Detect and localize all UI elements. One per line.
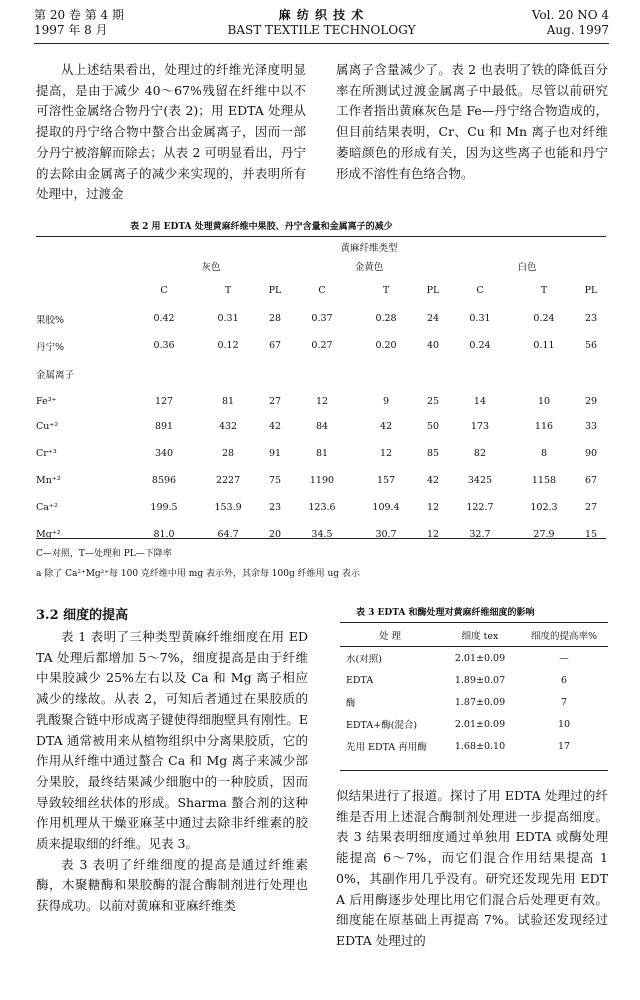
table-cell: 12: [426, 502, 440, 513]
table3-body: [340, 647, 608, 758]
table-cell: 42: [426, 475, 440, 486]
row-label: Ca⁺²: [36, 502, 58, 513]
table-cell: [576, 359, 606, 389]
row-label: 果胶%: [36, 314, 65, 326]
table-cell: 0.24: [469, 340, 491, 351]
table-cell: 81: [315, 448, 329, 459]
table-cell: 56: [584, 340, 598, 351]
journal-title: [34, 8, 609, 38]
table-row: [36, 389, 606, 413]
table-cell: 75: [268, 475, 282, 486]
table-cell: 40: [426, 340, 440, 351]
table-cell: 28: [268, 313, 282, 324]
table-cell: 173: [470, 421, 490, 432]
table-cell: 23: [268, 502, 282, 513]
row-label: Cu⁺²: [36, 421, 59, 432]
table-cell: 122.7: [466, 502, 494, 513]
paragraph: 似结果进行了报道。探讨了用 EDTA 处理过的纤维是否用上述混合酶制剂处理进一步提高细度。表 3 结果表明细度通过单独用 EDTA 或酶处理能提高 6～7%，而它们混合作用结果提高 10%，其副作用几乎没有。研究还发现先用 EDTA 后用酶逐步处理比用它们混合后处理更有效。细度能在原基础上再提高 7%。试验还发现经过 EDTA 处理过的: [336, 788, 608, 948]
table2-subcol: C: [160, 284, 168, 296]
paragraph: 从上述结果看出，处理过的纤维光泽度明显提高，是由于减少 40～67%残留在纤维中以不可溶性金属络合物丹宁(表 2)；用 EDTA 处理从提取的丹宁络合物中螯合出金属离子，因而一部分丹宁被溶解而除去；从表 2 可明显看出，丹宁的去除由金属离子的减少来实现的，并表明所有处理中，过渡金: [36, 62, 306, 202]
table-cell: 90: [584, 448, 598, 459]
table2-type-header: 白色: [517, 261, 537, 273]
row-label: Mn⁺²: [36, 475, 61, 486]
row-label: 金属离子: [36, 370, 75, 381]
table-cell: 109.4: [372, 502, 400, 513]
table-cell: 0.28: [375, 313, 397, 324]
table-cell: 1190: [309, 475, 335, 486]
row-label: Fe³⁺: [36, 395, 57, 407]
paragraph: 属离子含量减少了。表 2 也表明了铁的降低百分率在所测试过渡金属离子中最低。尽管以前研究工作者指出黄麻灰色是 Fe—丹宁络合物造成的，但目前结果表明，Cr、Cu 和 Mn 离子也对纤维萎暗颜色的形成有关，因为这些离子也能和丹宁形成不溶性有色络合物。: [336, 62, 608, 181]
table-cell: 28: [222, 448, 235, 459]
table-cell: 42: [268, 421, 282, 432]
paragraph: 表 1 表明了三种类型黄麻纤维细度在用 EDTA 处理后都增加 5～7%，细度提高是由于纤维中果胶减少 25%左右以及 Ca 和 Mg 离子相应减少的缘故。从表 2，可知后者通过在果胶质的乳酸聚合链中形成离子键使得细胞壁具有刚性。EDTA 通常被用来从植物组织中分离果胶质，它的作用从纤维中通过螯合 Ca 和 Mg 离子来减少部分果胶，最终结果减少细胞中的一种胶质，因而导致较细丝状体的形成。Sharma 螯合剂的这种作用机理从干燥亚麻茎中通过去除非纤维素的胶质来提取细的纤维。见表 3。: [36, 629, 308, 852]
table3-bottom-rule: [340, 770, 608, 771]
table-cell: 81: [222, 395, 235, 407]
table-cell: 25: [426, 395, 440, 407]
table-cell: 82: [473, 448, 486, 459]
table-row: [36, 494, 606, 521]
table-cell: [260, 359, 290, 389]
table-row: [340, 735, 608, 757]
table-cell: 0.11: [533, 340, 555, 351]
table-cell: 17: [557, 740, 571, 752]
table3-header: 处 理: [378, 631, 402, 642]
table-row: [340, 647, 608, 670]
issue-date: 1997 年 8 月: [34, 23, 108, 37]
table-cell: 81.0: [153, 529, 175, 540]
table-cell: 2.01±0.09: [454, 718, 506, 730]
issue-date-en: Aug. 1997: [546, 23, 609, 37]
table-cell: 0.36: [153, 340, 175, 351]
table-row: [340, 691, 608, 713]
table-row: [340, 669, 608, 691]
table-cell: 2227: [215, 475, 241, 486]
table-cell: 8596: [151, 475, 177, 486]
table-cell: 2.01±0.09: [454, 652, 506, 664]
table-cell: 12: [426, 529, 440, 540]
table2-group-header: 黄麻纤维类型: [340, 242, 398, 254]
journal-title-en: BAST TEXTILE TECHNOLOGY: [227, 23, 416, 37]
table-cell: [448, 359, 512, 389]
table-cell: 8: [540, 448, 547, 459]
table-cell: 15: [584, 529, 598, 540]
table-cell: 12: [379, 448, 393, 459]
table-cell: 0.27: [311, 340, 333, 351]
table-cell: 157: [376, 475, 396, 486]
table-cell: 84: [315, 421, 329, 432]
table-cell: 85: [426, 448, 440, 459]
table-cell: 10: [557, 718, 571, 730]
table-cell: 1.89±0.07: [454, 674, 506, 686]
table-cell: [290, 359, 354, 389]
bottom-right-column: [336, 786, 608, 952]
table-cell: 9: [382, 395, 390, 407]
table-cell: 6: [560, 674, 568, 686]
journal-issue-en: [532, 8, 609, 38]
table2-note-units: a 除了 Ca²⁺Mg²⁺每 100 克纤维中用 mg 表示外，其余每 100g 纤维用 ug 表示: [36, 569, 360, 579]
table3-header: 细度 tex: [461, 631, 499, 642]
table2-subcol: C: [318, 284, 326, 296]
table-cell: 7: [560, 696, 568, 708]
row-label: Cr⁺³: [36, 448, 57, 459]
table-row: [340, 713, 608, 735]
journal-title-cn: 麻 纺 织 技 术: [278, 8, 365, 22]
top-right-column: [336, 60, 608, 184]
table-cell: 32.7: [469, 529, 491, 540]
table-cell: 14: [473, 395, 486, 407]
table-row: [36, 440, 606, 467]
table-cell: 153.9: [214, 502, 242, 513]
table-row: [36, 467, 606, 494]
table-cell: 0.42: [153, 313, 175, 324]
table-cell: —: [559, 652, 569, 664]
running-header: [34, 6, 609, 40]
table-cell: [512, 359, 576, 389]
table-cell: 27.9: [533, 529, 555, 540]
table-cell: 102.3: [530, 502, 558, 513]
table-cell: 67: [584, 475, 598, 486]
table3: [340, 624, 608, 757]
table-row: [36, 413, 606, 440]
table-cell: 116: [534, 421, 554, 432]
table-cell: 340: [154, 448, 174, 459]
table-cell: 0.31: [217, 313, 239, 324]
table-cell: 酶: [346, 698, 356, 709]
table-row: [36, 521, 606, 548]
table-cell: 0.37: [311, 313, 333, 324]
header-rule: [34, 43, 609, 44]
table2-caption: 表 2 用 EDTA 处理黄麻纤维中果胶、丹宁含量和金属离子的减少: [130, 222, 393, 232]
table-row: [36, 332, 606, 359]
table-cell: 29: [584, 395, 598, 407]
table-cell: 891: [154, 421, 174, 432]
table2-type-header: 金黄色: [354, 261, 384, 273]
table-cell: 0.12: [217, 340, 239, 351]
table2-bottom-rule: [36, 538, 606, 539]
table-cell: 1158: [531, 475, 557, 486]
paragraph: 表 3 表明了纤维细度的提高是通过纤维素酶，木聚糖酶和果胶酶的混合酶制剂进行处理也获得成功。以前对黄麻和亚麻纤维类: [36, 856, 308, 914]
table-cell: 0.31: [469, 313, 491, 324]
table-row: [36, 359, 606, 389]
bottom-left-column: [36, 627, 308, 917]
table-cell: [354, 359, 418, 389]
table2-type-header: 灰色: [201, 261, 221, 273]
table-cell: 199.5: [150, 502, 178, 513]
table-cell: 0.20: [375, 340, 397, 351]
table-cell: 67: [268, 340, 282, 351]
table2: [36, 237, 606, 548]
table-cell: 64.7: [217, 529, 239, 540]
table-cell: 23: [584, 313, 598, 324]
table3-top-rule: [340, 622, 608, 623]
volume-issue-en: Vol. 20 NO 4: [531, 8, 609, 22]
row-label: Mg⁺²: [36, 529, 61, 540]
table-cell: 3425: [467, 475, 493, 486]
top-left-column: [36, 60, 306, 205]
table3-header: 细度的提高率%: [530, 631, 598, 642]
table2-subcol: T: [382, 284, 390, 296]
table-cell: 91: [268, 448, 282, 459]
table-row: [36, 305, 606, 332]
table-cell: 水(对照): [346, 654, 382, 665]
table2-subcol: PL: [426, 284, 440, 296]
table2-subcol: C: [476, 284, 484, 296]
table-cell: 10: [537, 395, 551, 407]
table-cell: 127: [154, 395, 174, 407]
table-cell: 432: [218, 421, 238, 432]
section-heading: 3.2 细度的提高: [36, 608, 129, 623]
table2-note-abbrev: C—对照，T—处理和 PL—下降率: [36, 549, 172, 559]
row-label: 丹宁%: [36, 341, 65, 353]
table-cell: 12: [315, 395, 329, 407]
table-cell: 0.24: [533, 313, 555, 324]
table-cell: 123.6: [308, 502, 336, 513]
table-cell: [132, 359, 196, 389]
volume-issue: 第 20 卷 第 4 期: [34, 8, 124, 22]
table2-subcol: T: [224, 284, 232, 296]
table-cell: 27: [584, 502, 598, 513]
table-cell: 33: [584, 421, 598, 432]
table-cell: 30.7: [375, 529, 397, 540]
table-cell: 1.87±0.09: [454, 696, 506, 708]
table-cell: [196, 359, 260, 389]
table-cell: [418, 359, 448, 389]
table2-subcol: T: [540, 284, 548, 296]
table-cell: 20: [268, 529, 282, 540]
table-cell: 42: [379, 421, 393, 432]
table2-body: [36, 305, 606, 548]
table-cell: 27: [268, 395, 282, 407]
table-cell: 24: [426, 313, 440, 324]
table-cell: 1.68±0.10: [454, 740, 506, 752]
table-cell: 先用 EDTA 再用酶: [346, 742, 427, 753]
table-cell: EDTA: [346, 674, 374, 686]
table-cell: 34.5: [311, 529, 333, 540]
table2-subcol: PL: [584, 284, 598, 296]
table-cell: 50: [426, 421, 440, 432]
table2-subcol: PL: [268, 284, 282, 296]
table-cell: EDTA+酶(混合): [346, 720, 418, 731]
table3-caption: 表 3 EDTA 和酶处理对黄麻纤维细度的影响: [356, 608, 535, 618]
